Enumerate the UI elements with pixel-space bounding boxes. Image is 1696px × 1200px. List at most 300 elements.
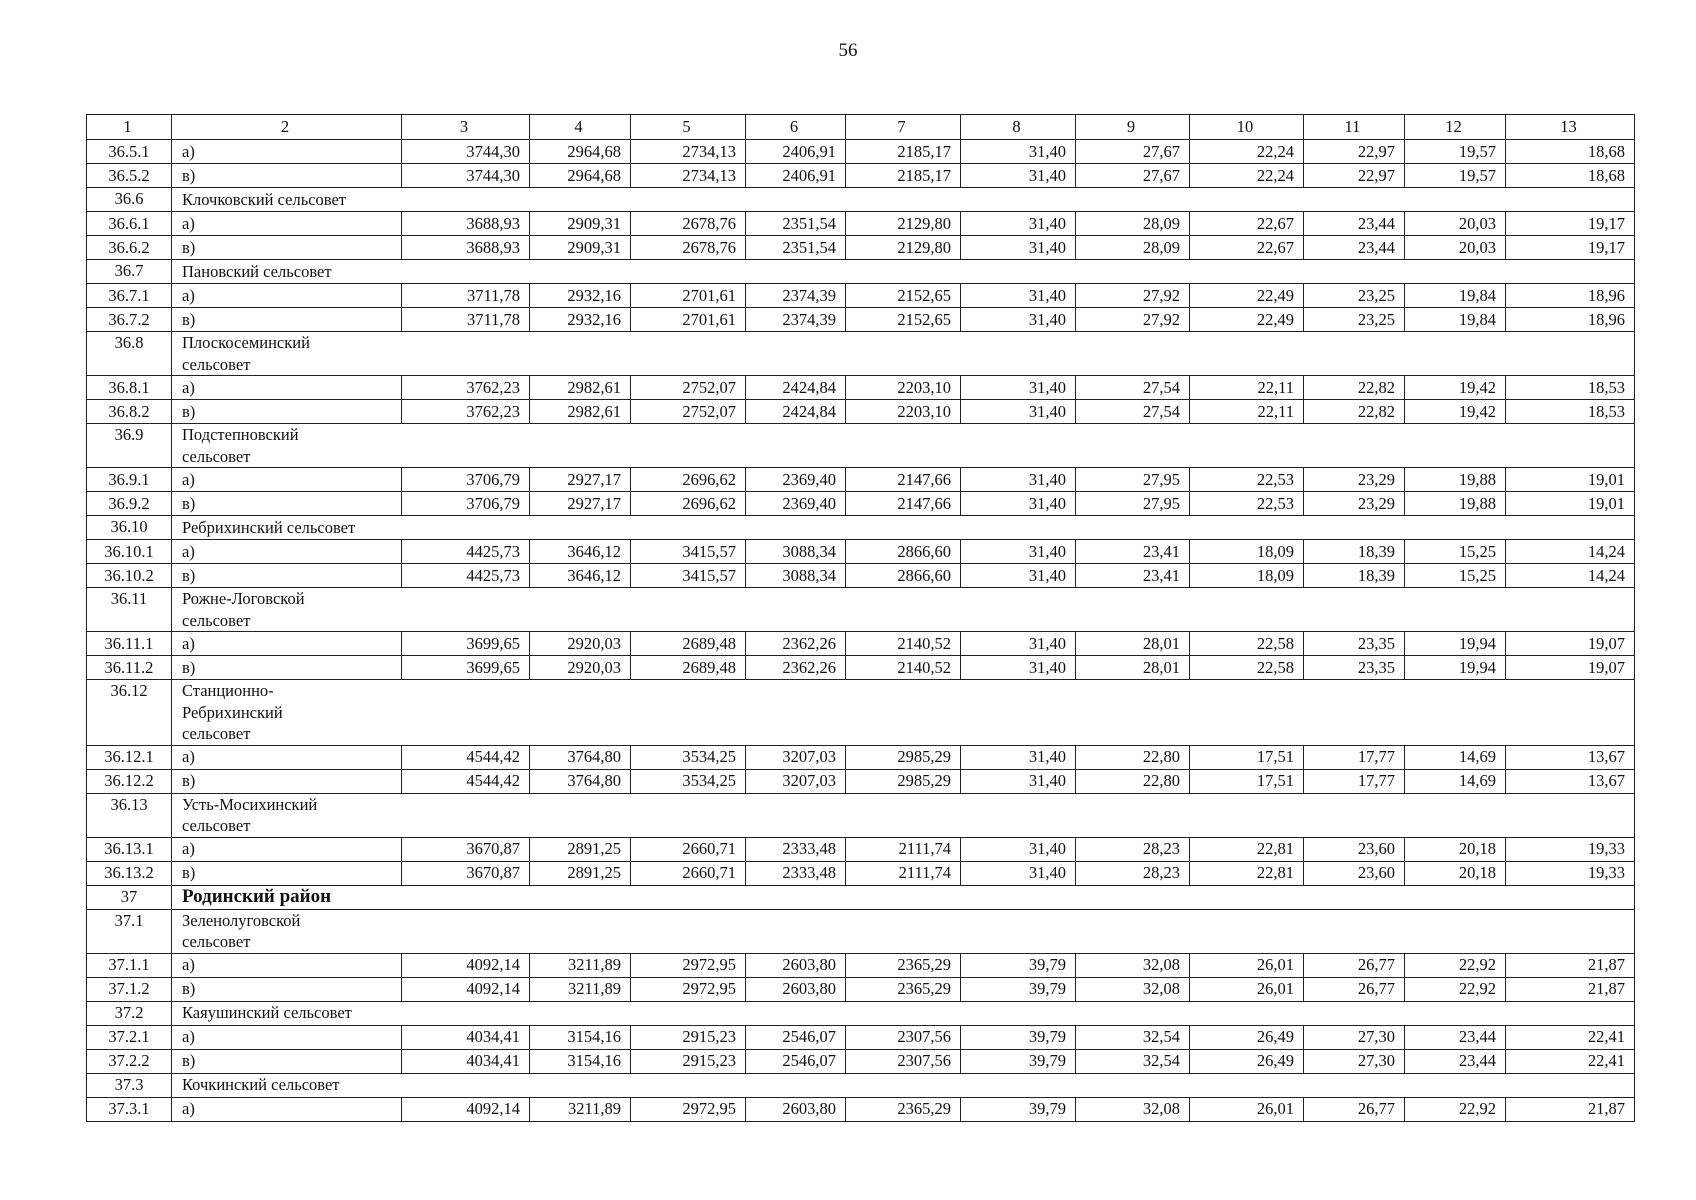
row-number: 36.6.2: [87, 236, 172, 260]
value-cell: 31,40: [961, 540, 1076, 564]
value-cell: 23,44: [1405, 1025, 1506, 1049]
value-cell: 31,40: [961, 632, 1076, 656]
value-cell: 27,30: [1304, 1049, 1405, 1073]
value-cell: 22,67: [1190, 236, 1304, 260]
row-number: 36.13: [87, 793, 172, 837]
row-variant: в): [172, 400, 402, 424]
value-cell: 18,09: [1190, 540, 1304, 564]
value-cell: 2111,74: [846, 837, 961, 861]
value-cell: 2203,10: [846, 376, 961, 400]
value-cell: 14,69: [1405, 769, 1506, 793]
value-cell: 2752,07: [631, 376, 746, 400]
value-cell: 31,40: [961, 164, 1076, 188]
value-cell: 22,81: [1190, 837, 1304, 861]
value-cell: 2932,16: [530, 308, 631, 332]
value-cell: 17,77: [1304, 769, 1405, 793]
value-cell: 2927,17: [530, 492, 631, 516]
council-header-row: [87, 793, 1635, 837]
value-cell: 23,35: [1304, 632, 1405, 656]
value-cell: 32,08: [1076, 977, 1190, 1001]
value-cell: 14,24: [1506, 564, 1635, 588]
value-cell: 31,40: [961, 861, 1076, 885]
row-variant: а): [172, 376, 402, 400]
tariff-table: [86, 114, 1635, 1122]
row-variant: в): [172, 861, 402, 885]
value-cell: 3211,89: [530, 977, 631, 1001]
row-number: 36.9.1: [87, 468, 172, 492]
value-cell: 2185,17: [846, 140, 961, 164]
value-cell: 23,41: [1076, 540, 1190, 564]
value-cell: 4092,14: [402, 1097, 530, 1121]
value-cell: 3764,80: [530, 769, 631, 793]
value-cell: 19,33: [1506, 861, 1635, 885]
value-cell: 2307,56: [846, 1025, 961, 1049]
value-cell: 22,53: [1190, 468, 1304, 492]
value-cell: 3646,12: [530, 540, 631, 564]
row-variant: а): [172, 540, 402, 564]
value-cell: 26,77: [1304, 1097, 1405, 1121]
council-header-row: [87, 516, 1635, 540]
value-cell: 19,88: [1405, 468, 1506, 492]
value-cell: 2152,65: [846, 284, 961, 308]
council-header-row: [87, 1001, 1635, 1025]
value-cell: 22,80: [1076, 745, 1190, 769]
value-cell: 2111,74: [846, 861, 961, 885]
value-cell: 31,40: [961, 837, 1076, 861]
row-variant: в): [172, 769, 402, 793]
row-number: 36.7: [87, 260, 172, 284]
row-number: 37.3: [87, 1073, 172, 1097]
row-variant: в): [172, 492, 402, 516]
column-header: 8: [961, 115, 1076, 140]
row-number: 36.11: [87, 588, 172, 632]
value-cell: 3670,87: [402, 837, 530, 861]
value-cell: 2147,66: [846, 492, 961, 516]
value-cell: 2915,23: [631, 1025, 746, 1049]
row-number: 36.11.2: [87, 656, 172, 680]
value-cell: 3762,23: [402, 400, 530, 424]
value-cell: 2424,84: [746, 400, 846, 424]
value-cell: 3711,78: [402, 284, 530, 308]
value-cell: 23,44: [1304, 212, 1405, 236]
value-cell: 22,11: [1190, 400, 1304, 424]
value-cell: 39,79: [961, 1025, 1076, 1049]
value-cell: 22,92: [1405, 953, 1506, 977]
table-row: [87, 745, 1635, 769]
value-cell: 4544,42: [402, 745, 530, 769]
table-body: [87, 115, 1635, 1122]
value-cell: 2752,07: [631, 400, 746, 424]
council-name: [172, 588, 1635, 632]
value-cell: 2546,07: [746, 1049, 846, 1073]
value-cell: 27,30: [1304, 1025, 1405, 1049]
value-cell: 17,77: [1304, 745, 1405, 769]
value-cell: 28,23: [1076, 861, 1190, 885]
column-header: 7: [846, 115, 961, 140]
column-header: 6: [746, 115, 846, 140]
value-cell: 2734,13: [631, 140, 746, 164]
value-cell: 2920,03: [530, 632, 631, 656]
value-cell: 27,54: [1076, 376, 1190, 400]
value-cell: 22,92: [1405, 977, 1506, 1001]
table-row: [87, 492, 1635, 516]
value-cell: 22,92: [1405, 1097, 1506, 1121]
value-cell: 3764,80: [530, 745, 631, 769]
value-cell: 3670,87: [402, 861, 530, 885]
row-number: 36.5.2: [87, 164, 172, 188]
value-cell: 18,68: [1506, 140, 1635, 164]
value-cell: 2603,80: [746, 977, 846, 1001]
value-cell: 3688,93: [402, 236, 530, 260]
value-cell: 22,49: [1190, 308, 1304, 332]
row-variant: в): [172, 308, 402, 332]
value-cell: 22,80: [1076, 769, 1190, 793]
value-cell: 2891,25: [530, 837, 631, 861]
table-row: [87, 656, 1635, 680]
value-cell: 2365,29: [846, 977, 961, 1001]
value-cell: 19,01: [1506, 492, 1635, 516]
value-cell: 31,40: [961, 564, 1076, 588]
table-row: [87, 236, 1635, 260]
council-header-row: [87, 588, 1635, 632]
row-variant: а): [172, 837, 402, 861]
value-cell: 19,42: [1405, 400, 1506, 424]
value-cell: 2406,91: [746, 140, 846, 164]
council-header-row: [87, 332, 1635, 376]
row-number: 36.9: [87, 424, 172, 468]
value-cell: 3534,25: [631, 769, 746, 793]
value-cell: 15,25: [1405, 540, 1506, 564]
value-cell: 31,40: [961, 284, 1076, 308]
value-cell: 3762,23: [402, 376, 530, 400]
table-row: [87, 212, 1635, 236]
value-cell: 2603,80: [746, 1097, 846, 1121]
value-cell: 27,92: [1076, 308, 1190, 332]
row-number: 36.6: [87, 188, 172, 212]
value-cell: 19,84: [1405, 284, 1506, 308]
council-name-text: Рожне-Логовской сельсовет: [182, 589, 305, 630]
value-cell: 2920,03: [530, 656, 631, 680]
value-cell: 2689,48: [631, 656, 746, 680]
council-name: [172, 909, 1635, 953]
row-number: 37.1.1: [87, 953, 172, 977]
table-row: [87, 284, 1635, 308]
value-cell: 2362,26: [746, 656, 846, 680]
row-variant: а): [172, 745, 402, 769]
council-header-row: [87, 909, 1635, 953]
row-variant: в): [172, 656, 402, 680]
row-number: 36.12.1: [87, 745, 172, 769]
value-cell: 3744,30: [402, 164, 530, 188]
value-cell: 3699,65: [402, 632, 530, 656]
value-cell: 2129,80: [846, 212, 961, 236]
column-header: 9: [1076, 115, 1190, 140]
value-cell: 4092,14: [402, 953, 530, 977]
value-cell: 31,40: [961, 376, 1076, 400]
value-cell: 3646,12: [530, 564, 631, 588]
value-cell: 19,33: [1506, 837, 1635, 861]
value-cell: 2678,76: [631, 236, 746, 260]
council-name: Клочковский сельсовет: [172, 188, 1635, 212]
value-cell: 23,25: [1304, 284, 1405, 308]
value-cell: 3154,16: [530, 1049, 631, 1073]
table-row: [87, 861, 1635, 885]
column-header: 5: [631, 115, 746, 140]
value-cell: 20,03: [1405, 236, 1506, 260]
value-cell: 20,03: [1405, 212, 1506, 236]
value-cell: 19,07: [1506, 632, 1635, 656]
value-cell: 19,88: [1405, 492, 1506, 516]
value-cell: 19,84: [1405, 308, 1506, 332]
value-cell: 14,24: [1506, 540, 1635, 564]
value-cell: 31,40: [961, 236, 1076, 260]
value-cell: 31,40: [961, 212, 1076, 236]
row-variant: в): [172, 1049, 402, 1073]
value-cell: 2909,31: [530, 212, 631, 236]
value-cell: 2374,39: [746, 308, 846, 332]
value-cell: 2546,07: [746, 1025, 846, 1049]
value-cell: 2307,56: [846, 1049, 961, 1073]
value-cell: 27,95: [1076, 492, 1190, 516]
value-cell: 27,54: [1076, 400, 1190, 424]
district-header-row: [87, 885, 1635, 909]
table-row: [87, 1097, 1635, 1121]
council-header-row: [87, 680, 1635, 746]
value-cell: 39,79: [961, 953, 1076, 977]
row-number: 36.8.2: [87, 400, 172, 424]
value-cell: 2701,61: [631, 308, 746, 332]
value-cell: 18,09: [1190, 564, 1304, 588]
value-cell: 39,79: [961, 977, 1076, 1001]
row-variant: в): [172, 236, 402, 260]
value-cell: 2374,39: [746, 284, 846, 308]
value-cell: 26,77: [1304, 953, 1405, 977]
table-row: [87, 468, 1635, 492]
value-cell: 19,17: [1506, 212, 1635, 236]
value-cell: 18,39: [1304, 540, 1405, 564]
row-number: 37.2.1: [87, 1025, 172, 1049]
value-cell: 18,53: [1506, 376, 1635, 400]
row-number: 36.6.1: [87, 212, 172, 236]
column-number-header-row: [87, 115, 1635, 140]
value-cell: 19,94: [1405, 656, 1506, 680]
value-cell: 18,96: [1506, 284, 1635, 308]
table-row: [87, 564, 1635, 588]
value-cell: 32,54: [1076, 1049, 1190, 1073]
value-cell: 26,77: [1304, 977, 1405, 1001]
table-row: [87, 977, 1635, 1001]
council-name: Ребрихинский сельсовет: [172, 516, 1635, 540]
row-variant: а): [172, 1025, 402, 1049]
row-number: 37.3.1: [87, 1097, 172, 1121]
value-cell: 19,01: [1506, 468, 1635, 492]
value-cell: 22,97: [1304, 164, 1405, 188]
council-header-row: [87, 188, 1635, 212]
district-name: Родинский район: [172, 885, 1635, 909]
row-number: 36.7.1: [87, 284, 172, 308]
value-cell: 4425,73: [402, 540, 530, 564]
value-cell: 19,94: [1405, 632, 1506, 656]
value-cell: 3415,57: [631, 564, 746, 588]
value-cell: 2972,95: [631, 953, 746, 977]
row-number: 37.1: [87, 909, 172, 953]
value-cell: 2365,29: [846, 1097, 961, 1121]
council-name-text: Станционно-Ребрихинский сельсовет: [182, 681, 283, 743]
value-cell: 18,53: [1506, 400, 1635, 424]
value-cell: 2678,76: [631, 212, 746, 236]
value-cell: 39,79: [961, 1049, 1076, 1073]
table-row: [87, 1049, 1635, 1073]
value-cell: 2365,29: [846, 953, 961, 977]
value-cell: 26,49: [1190, 1049, 1304, 1073]
value-cell: 27,95: [1076, 468, 1190, 492]
row-number: 37: [87, 885, 172, 909]
row-number: 36.10.1: [87, 540, 172, 564]
value-cell: 22,58: [1190, 656, 1304, 680]
value-cell: 2985,29: [846, 745, 961, 769]
value-cell: 4544,42: [402, 769, 530, 793]
row-variant: а): [172, 468, 402, 492]
value-cell: 2333,48: [746, 837, 846, 861]
row-number: 36.9.2: [87, 492, 172, 516]
value-cell: 3211,89: [530, 953, 631, 977]
value-cell: 2424,84: [746, 376, 846, 400]
value-cell: 32,08: [1076, 953, 1190, 977]
council-name-text: Подстепновский сельсовет: [182, 425, 299, 466]
value-cell: 4092,14: [402, 977, 530, 1001]
value-cell: 22,41: [1506, 1049, 1635, 1073]
value-cell: 2982,61: [530, 400, 631, 424]
council-header-row: [87, 1073, 1635, 1097]
value-cell: 3088,34: [746, 564, 846, 588]
value-cell: 28,09: [1076, 212, 1190, 236]
value-cell: 32,54: [1076, 1025, 1190, 1049]
value-cell: 22,24: [1190, 140, 1304, 164]
value-cell: 31,40: [961, 400, 1076, 424]
value-cell: 27,92: [1076, 284, 1190, 308]
value-cell: 14,69: [1405, 745, 1506, 769]
page-number: 56: [838, 40, 858, 61]
council-name: [172, 793, 1635, 837]
value-cell: 3207,03: [746, 745, 846, 769]
value-cell: 27,67: [1076, 164, 1190, 188]
row-variant: а): [172, 140, 402, 164]
value-cell: 31,40: [961, 769, 1076, 793]
value-cell: 2185,17: [846, 164, 961, 188]
value-cell: 2147,66: [846, 468, 961, 492]
value-cell: 31,40: [961, 745, 1076, 769]
value-cell: 2369,40: [746, 492, 846, 516]
value-cell: 3711,78: [402, 308, 530, 332]
value-cell: 19,42: [1405, 376, 1506, 400]
value-cell: 23,29: [1304, 468, 1405, 492]
value-cell: 2701,61: [631, 284, 746, 308]
value-cell: 2734,13: [631, 164, 746, 188]
value-cell: 2406,91: [746, 164, 846, 188]
row-number: 36.13.2: [87, 861, 172, 885]
value-cell: 2964,68: [530, 164, 631, 188]
value-cell: 22,49: [1190, 284, 1304, 308]
row-number: 36.11.1: [87, 632, 172, 656]
table-row: [87, 400, 1635, 424]
value-cell: 2972,95: [631, 1097, 746, 1121]
value-cell: 31,40: [961, 492, 1076, 516]
value-cell: 2603,80: [746, 953, 846, 977]
value-cell: 23,29: [1304, 492, 1405, 516]
value-cell: 22,58: [1190, 632, 1304, 656]
value-cell: 21,87: [1506, 953, 1635, 977]
value-cell: 3688,93: [402, 212, 530, 236]
table-row: [87, 769, 1635, 793]
row-number: 36.8: [87, 332, 172, 376]
value-cell: 13,67: [1506, 769, 1635, 793]
table-row: [87, 376, 1635, 400]
row-number: 37.2.2: [87, 1049, 172, 1073]
row-number: 37.2: [87, 1001, 172, 1025]
value-cell: 4034,41: [402, 1049, 530, 1073]
council-name: [172, 332, 1635, 376]
value-cell: 2660,71: [631, 837, 746, 861]
value-cell: 19,57: [1405, 164, 1506, 188]
value-cell: 3211,89: [530, 1097, 631, 1121]
value-cell: 2982,61: [530, 376, 631, 400]
council-name-text: Усть-Мосихинский сельсовет: [182, 794, 318, 835]
value-cell: 2129,80: [846, 236, 961, 260]
value-cell: 23,41: [1076, 564, 1190, 588]
council-header-row: [87, 260, 1635, 284]
row-number: 36.10: [87, 516, 172, 540]
council-name: [172, 680, 1635, 746]
row-number: 36.5.1: [87, 140, 172, 164]
value-cell: 23,44: [1304, 236, 1405, 260]
value-cell: 19,57: [1405, 140, 1506, 164]
value-cell: 18,68: [1506, 164, 1635, 188]
column-header: 10: [1190, 115, 1304, 140]
table-row: [87, 308, 1635, 332]
row-number: 36.7.2: [87, 308, 172, 332]
column-header: 12: [1405, 115, 1506, 140]
row-number: 36.12.2: [87, 769, 172, 793]
council-name: [172, 424, 1635, 468]
council-name: Кочкинский сельсовет: [172, 1073, 1635, 1097]
value-cell: 2927,17: [530, 468, 631, 492]
value-cell: 28,23: [1076, 837, 1190, 861]
value-cell: 3207,03: [746, 769, 846, 793]
value-cell: 23,60: [1304, 861, 1405, 885]
value-cell: 3699,65: [402, 656, 530, 680]
value-cell: 3744,30: [402, 140, 530, 164]
value-cell: 22,41: [1506, 1025, 1635, 1049]
value-cell: 31,40: [961, 140, 1076, 164]
value-cell: 21,87: [1506, 977, 1635, 1001]
value-cell: 28,01: [1076, 656, 1190, 680]
value-cell: 2203,10: [846, 400, 961, 424]
value-cell: 23,44: [1405, 1049, 1506, 1073]
value-cell: 22,11: [1190, 376, 1304, 400]
value-cell: 22,81: [1190, 861, 1304, 885]
value-cell: 21,87: [1506, 1097, 1635, 1121]
table-row: [87, 1025, 1635, 1049]
value-cell: 2351,54: [746, 212, 846, 236]
value-cell: 18,96: [1506, 308, 1635, 332]
value-cell: 2985,29: [846, 769, 961, 793]
column-header: 1: [87, 115, 172, 140]
value-cell: 26,01: [1190, 1097, 1304, 1121]
value-cell: 2152,65: [846, 308, 961, 332]
value-cell: 2140,52: [846, 656, 961, 680]
value-cell: 28,09: [1076, 236, 1190, 260]
value-cell: 20,18: [1405, 861, 1506, 885]
